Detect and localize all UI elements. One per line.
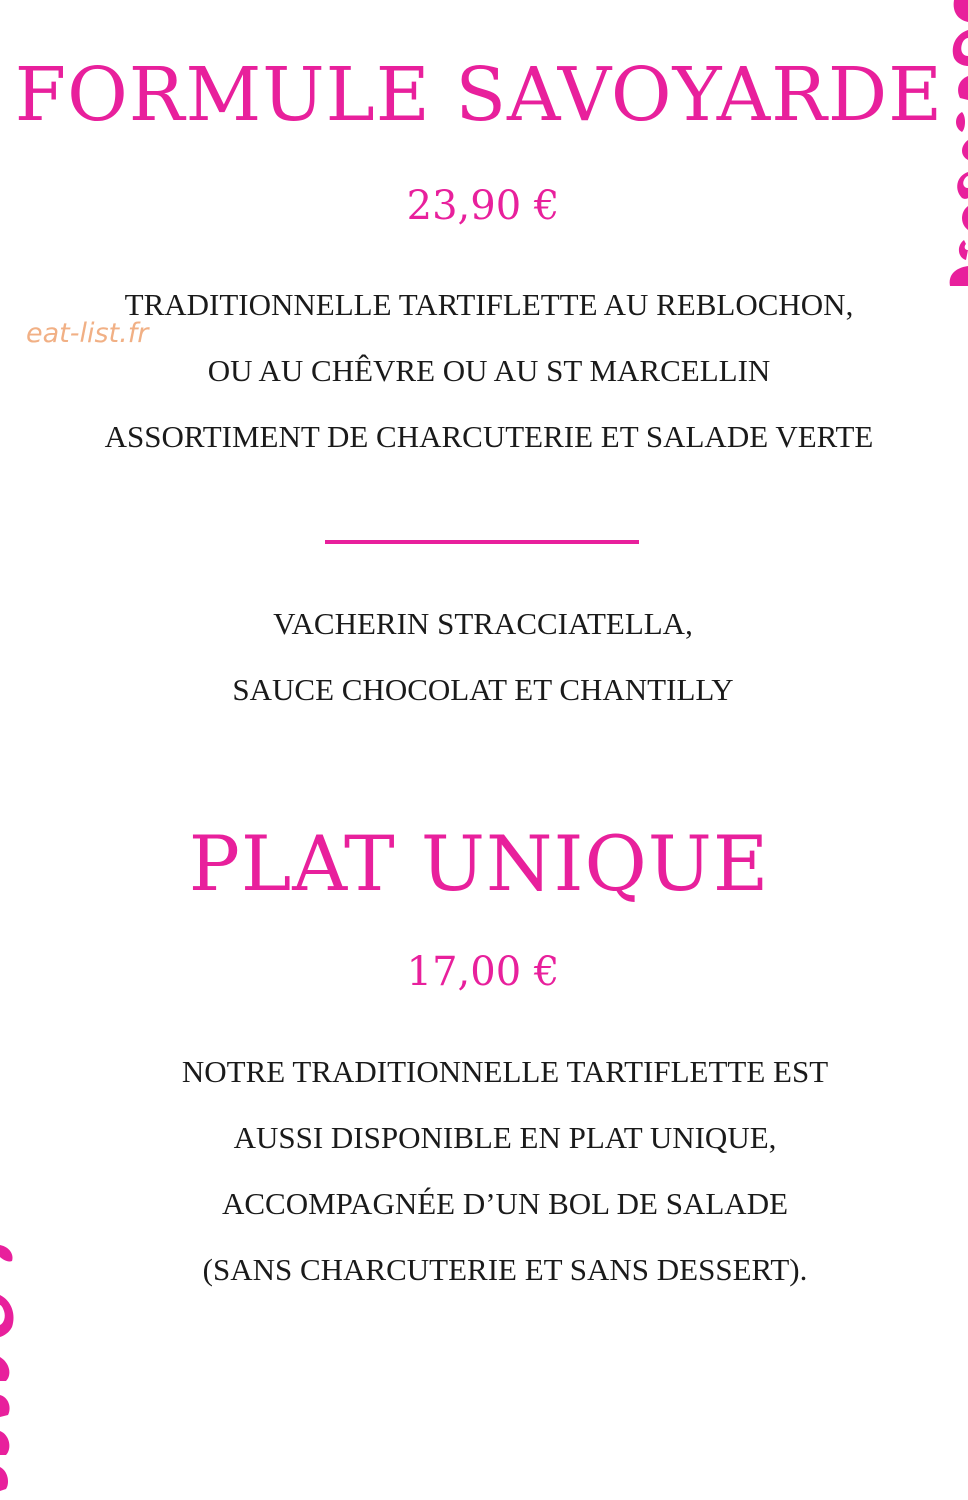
formule-description-line: TRADITIONNELLE TARTIFLETTE AU REBLOCHON,	[124, 287, 854, 322]
formule-savoyarde-price: 23,90 €	[406, 183, 560, 229]
dessert-line: VACHERIN STRACCIATELLA,	[273, 606, 693, 641]
formule-description-line: ASSORTIMENT DE CHARCUTERIE ET SALADE VERTE	[104, 419, 874, 454]
decorative-ornament-top-right	[940, 0, 968, 290]
plat-unique-description-line: AUSSI DISPONIBLE EN PLAT UNIQUE,	[233, 1120, 777, 1155]
formule-description-line: OU AU CHÊVRE OU AU ST MARCELLIN	[207, 353, 771, 388]
plat-unique-description-line: (SANS CHARCUTERIE ET SANS DESSERT).	[202, 1252, 808, 1287]
plat-unique-title: PLAT UNIQUE	[188, 819, 770, 908]
formule-savoyarde-title: FORMULE SAVOYARDE	[14, 52, 944, 138]
section-divider	[325, 540, 639, 544]
dessert-line: SAUCE CHOCOLAT ET CHANTILLY	[232, 672, 734, 707]
plat-unique-description-line: ACCOMPAGNÉE D’UN BOL DE SALADE	[221, 1186, 789, 1221]
plat-unique-description-line: NOTRE TRADITIONNELLE TARTIFLETTE EST	[181, 1054, 829, 1089]
watermark: eat-list.fr	[26, 318, 149, 349]
plat-unique-price: 17,00 €	[406, 949, 560, 995]
